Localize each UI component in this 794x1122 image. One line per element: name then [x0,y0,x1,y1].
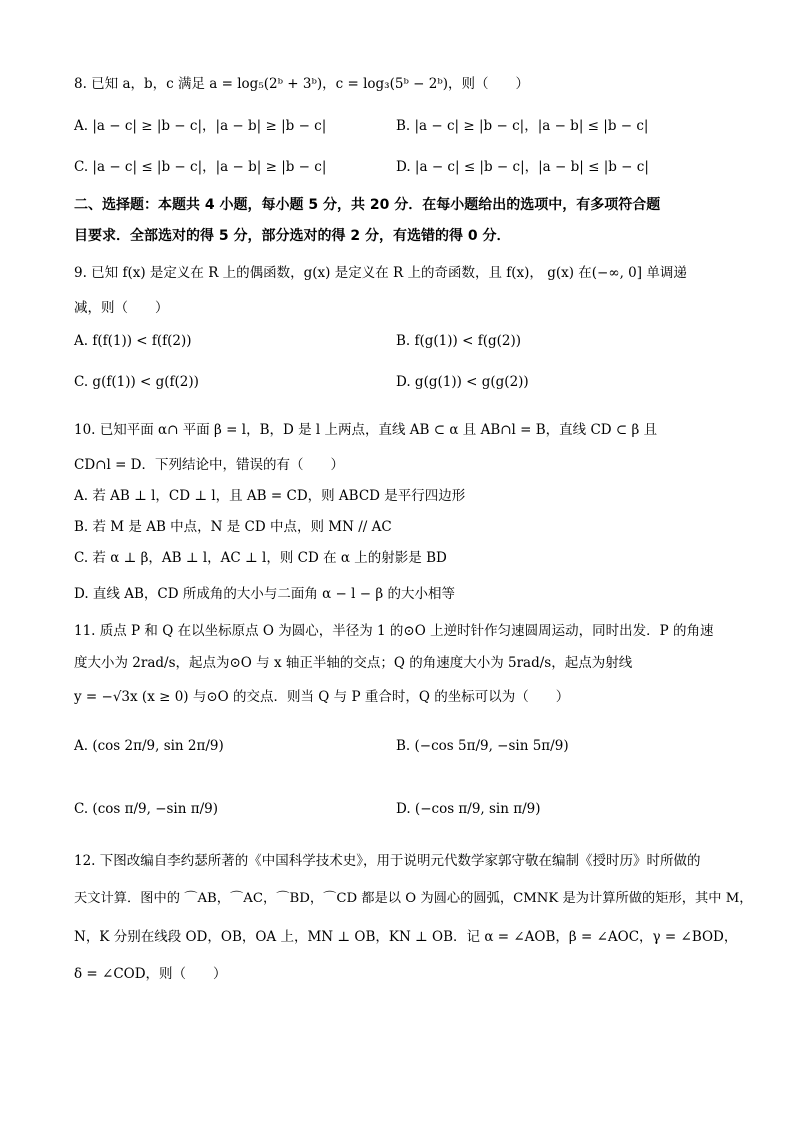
q8-option-b: B. |a − c| ≥ |b − c|，|a − b| ≤ |b − c| [396,118,649,134]
q12-line-1: 12. 下图改编自李约瑟所著的《中国科学技术史》，用于说明元代数学家郭守敬在编制《授时历》时所做的 [74,853,701,869]
q10-option-b: B. 若 M 是 AB 中点，N 是 CD 中点，则 MN // AC [74,519,392,535]
q11-option-d: D. (−cos π/9, sin π/9) [396,801,541,817]
q9-option-d: D. g(g(1)) < g(g(2)) [396,374,529,390]
q10-option-d: D. 直线 AB，CD 所成角的大小与二面角 α − l − β 的大小相等 [74,586,455,602]
q9-option-a: A. f(f(1)) < f(f(2)) [74,333,192,349]
section-2-line-1: 二、选择题：本题共 4 小题，每小题 5 分，共 20 分．在每小题给出的选项中，有多项符合题 [74,197,661,213]
q8-option-a: A. |a − c| ≥ |b − c|，|a − b| ≥ |b − c| [74,118,327,134]
q11-option-c: C. (cos π/9, −sin π/9) [74,801,219,817]
q10-option-c: C. 若 α ⊥ β，AB ⊥ l，AC ⊥ l，则 CD 在 α 上的射影是 BD [74,550,447,566]
q12-line-3: N，K 分别在线段 OD，OB，OA 上，MN ⊥ OB，KN ⊥ OB．记 α = ∠AOB，β = ∠AOC，γ = ∠BOD， [74,929,738,945]
q11-line-1: 11. 质点 P 和 Q 在以坐标原点 O 为圆心，半径为 1 的⊙O 上逆时针作匀速圆周运动，同时出发．P 的角速 [74,623,714,639]
q11-option-a: A. (cos 2π/9, sin 2π/9) [74,738,224,754]
q12-line-4: δ = ∠COD，则（ ） [74,966,227,982]
q8-stem: 8. 已知 a，b，c 满足 a = log₅(2ᵇ + 3ᵇ)，c = log₃(5ᵇ − 2ᵇ)，则（ ） [74,76,529,92]
q11-line-3: y = −√3x (x ≥ 0) 与⊙O 的交点．则当 Q 与 P 重合时，Q 的坐标可以为（ ） [74,689,570,705]
q9-option-c: C. g(f(1)) < g(f(2)) [74,374,199,390]
q12-line-2: 天文计算．图中的 ⌒AB，⌒AC，⌒BD，⌒CD 都是以 O 为圆心的圆弧，CMNK 是为计算所做的矩形，其中 M， [74,891,753,906]
q11-line-2: 度大小为 2rad/s，起点为⊙O 与 x 轴正半轴的交点；Q 的角速度大小为 5rad/s，起点为射线 [74,655,633,671]
q11-option-b: B. (−cos 5π/9, −sin 5π/9) [396,738,569,754]
q8-option-c: C. |a − c| ≤ |b − c|，|a − b| ≥ |b − c| [74,159,327,175]
q10-option-a: A. 若 AB ⊥ l，CD ⊥ l，且 AB = CD，则 ABCD 是平行四边形 [74,488,466,504]
q9-line-2: 减，则（ ） [74,300,169,316]
q10-line-2: CD∩l = D．下列结论中，错误的有（ ） [74,457,344,473]
q8-option-d: D. |a − c| ≤ |b − c|，|a − b| ≤ |b − c| [396,159,649,175]
q9-option-b: B. f(g(1)) < f(g(2)) [396,333,521,349]
section-2-line-2: 目要求．全部选对的得 5 分，部分选对的得 2 分，有选错的得 0 分． [74,228,511,244]
q9-line-1: 9. 已知 f(x) 是定义在 R 上的偶函数，g(x) 是定义在 R 上的奇函数，且 f(x)， g(x) 在(−∞, 0] 单调递 [74,265,687,281]
q10-line-1: 10. 已知平面 α∩ 平面 β = l，B，D 是 l 上两点，直线 AB ⊂ α 且 AB∩l = B，直线 CD ⊂ β 且 [74,422,658,438]
